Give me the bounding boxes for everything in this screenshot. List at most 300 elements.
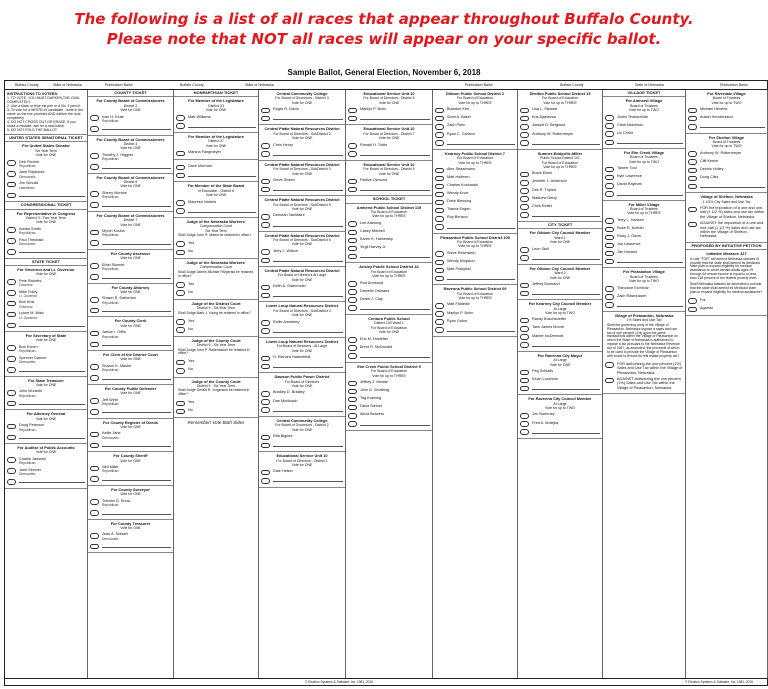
vote-oval[interactable] [176,115,185,121]
vote-oval[interactable] [176,409,185,415]
vote-oval[interactable] [261,435,270,441]
candidate-row[interactable] [520,421,600,427]
vote-oval[interactable] [435,132,444,138]
vote-oval[interactable] [605,235,614,241]
vote-oval[interactable] [520,334,529,340]
write-in-row[interactable] [7,434,85,440]
write-in-line[interactable] [617,258,683,263]
vote-oval[interactable] [7,323,16,329]
vote-oval[interactable] [7,457,16,463]
candidate-row[interactable] [435,107,515,113]
for-option[interactable] [688,206,765,219]
vote-oval[interactable] [7,301,16,307]
write-in-line[interactable] [360,115,430,120]
vote-oval[interactable] [435,276,444,282]
vote-oval[interactable] [435,208,444,214]
candidate-row[interactable] [90,229,171,238]
vote-oval[interactable] [176,401,185,407]
write-in-row[interactable] [176,208,256,214]
vote-oval[interactable] [90,230,99,236]
candidate-row[interactable] [7,389,85,398]
vote-oval[interactable] [261,222,270,228]
write-in-line[interactable] [273,222,343,227]
vote-oval[interactable] [348,179,357,185]
candidate-row[interactable] [261,390,343,396]
for-option[interactable] [688,298,765,304]
vote-oval[interactable] [7,160,16,166]
candidate-row[interactable] [435,302,515,308]
candidate-row[interactable] [520,325,600,331]
write-in-row[interactable] [348,353,430,359]
candidate-row[interactable] [7,227,85,236]
write-in-row[interactable] [348,115,430,121]
write-in-line[interactable] [617,302,683,307]
vote-oval[interactable] [348,187,357,193]
candidate-row[interactable] [435,191,515,197]
vote-oval[interactable] [520,116,529,122]
write-in-row[interactable] [90,307,171,313]
candidate-row[interactable] [261,143,343,149]
vote-oval[interactable] [261,399,270,405]
write-in-line[interactable] [19,248,85,253]
candidate-row[interactable] [7,356,85,365]
candidate-row[interactable] [348,281,430,287]
candidate-row[interactable] [90,191,171,200]
candidate-row[interactable] [7,238,85,247]
candidate-row[interactable] [7,468,85,477]
vote-oval[interactable] [520,370,529,376]
vote-oval[interactable] [435,192,444,198]
vote-oval[interactable] [688,298,697,304]
write-in-row[interactable] [90,341,171,347]
vote-oval[interactable] [176,208,185,214]
vote-oval[interactable] [7,249,16,255]
vote-oval[interactable] [261,151,270,157]
write-in-row[interactable] [688,123,765,129]
candidate-row[interactable] [90,398,171,407]
write-in-row[interactable] [261,292,343,298]
vote-oval[interactable] [348,389,357,395]
vote-oval[interactable] [605,286,614,292]
write-in-row[interactable] [688,183,765,189]
vote-oval[interactable] [90,126,99,132]
vote-oval[interactable] [435,116,444,122]
candidate-row[interactable] [348,297,430,303]
candidate-row[interactable] [605,131,683,137]
vote-oval[interactable] [176,200,185,206]
write-in-row[interactable] [261,186,343,192]
vote-oval[interactable] [176,319,185,325]
vote-oval[interactable] [605,167,614,173]
write-in-row[interactable] [520,342,600,348]
candidate-row[interactable] [688,159,765,165]
candidate-row[interactable] [7,279,85,288]
vote-oval[interactable] [605,115,614,121]
vote-oval[interactable] [688,108,697,114]
vote-oval[interactable] [7,193,16,199]
vote-oval[interactable] [261,407,270,413]
vote-oval[interactable] [176,290,185,296]
vote-oval[interactable] [261,214,270,220]
vote-oval[interactable] [261,391,270,397]
vote-oval[interactable] [605,131,614,137]
write-in-row[interactable] [435,327,515,333]
write-in-row[interactable] [261,257,343,263]
write-in-line[interactable] [102,543,171,548]
candidate-row[interactable] [261,107,343,113]
write-in-row[interactable] [90,240,171,246]
vote-oval[interactable] [435,168,444,174]
vote-oval[interactable] [348,345,357,351]
candidate-row[interactable] [605,242,683,248]
vote-oval[interactable] [348,143,357,149]
write-in-row[interactable] [520,385,600,391]
vote-oval[interactable] [688,307,697,313]
vote-oval[interactable] [348,405,357,411]
candidate-row[interactable] [7,300,85,309]
vote-oval[interactable] [90,331,99,337]
write-in-line[interactable] [102,307,171,312]
write-in-row[interactable] [90,164,171,170]
vote-oval[interactable] [261,478,270,484]
write-in-line[interactable] [19,434,85,439]
candidate-row[interactable] [520,247,600,253]
candidate-row[interactable] [261,178,343,184]
vote-oval[interactable] [520,413,529,419]
vote-oval[interactable] [348,289,357,295]
vote-oval[interactable] [90,164,99,170]
vote-oval[interactable] [7,290,16,296]
vote-oval[interactable] [7,182,16,188]
vote-oval[interactable] [435,260,444,266]
write-in-row[interactable] [261,363,343,369]
yes-option[interactable] [176,241,256,247]
vote-oval[interactable] [520,124,529,130]
vote-oval[interactable] [261,249,270,255]
write-in-row[interactable] [520,290,600,296]
candidate-row[interactable] [688,151,765,157]
write-in-row[interactable] [90,375,171,381]
vote-oval[interactable] [176,282,185,288]
vote-oval[interactable] [7,356,16,362]
vote-oval[interactable] [520,342,529,348]
candidate-row[interactable] [7,181,85,190]
vote-oval[interactable] [90,308,99,314]
candidate-row[interactable] [520,107,600,113]
write-in-row[interactable] [90,274,171,280]
candidate-row[interactable] [605,166,683,172]
candidate-row[interactable] [520,115,600,121]
vote-oval[interactable] [435,224,444,230]
candidate-row[interactable] [90,499,171,508]
vote-oval[interactable] [520,140,529,146]
write-in-line[interactable] [700,123,765,128]
write-in-line[interactable] [19,478,85,483]
candidate-row[interactable] [605,218,683,224]
vote-oval[interactable] [520,291,529,297]
candidate-row[interactable] [348,143,430,149]
candidate-row[interactable] [520,171,600,177]
no-option[interactable] [176,249,256,255]
vote-oval[interactable] [520,255,529,261]
no-option[interactable] [176,367,256,373]
vote-oval[interactable] [520,283,529,289]
write-in-row[interactable] [90,442,171,448]
vote-oval[interactable] [688,222,697,228]
vote-oval[interactable] [176,123,185,129]
vote-oval[interactable] [348,238,357,244]
write-in-line[interactable] [188,172,256,177]
candidate-row[interactable] [520,282,600,288]
candidate-row[interactable] [605,174,683,180]
candidate-row[interactable] [605,250,683,256]
vote-oval[interactable] [520,172,529,178]
vote-oval[interactable] [605,294,614,300]
vote-oval[interactable] [520,212,529,218]
vote-oval[interactable] [605,302,614,308]
candidate-row[interactable] [520,179,600,185]
candidate-row[interactable] [605,115,683,121]
vote-oval[interactable] [435,319,444,325]
candidate-row[interactable] [348,289,430,295]
vote-oval[interactable] [261,320,270,326]
vote-oval[interactable] [176,368,185,374]
write-in-line[interactable] [532,255,600,260]
vote-oval[interactable] [605,251,614,257]
candidate-row[interactable] [90,153,171,162]
vote-oval[interactable] [176,360,185,366]
yes-option[interactable] [176,359,256,365]
candidate-row[interactable] [435,115,515,121]
vote-oval[interactable] [435,140,444,146]
candidate-row[interactable] [261,434,343,440]
write-in-line[interactable] [532,342,600,347]
write-in-line[interactable] [102,510,171,515]
candidate-row[interactable] [348,337,430,343]
candidate-row[interactable] [688,107,765,113]
write-in-line[interactable] [532,385,600,390]
write-in-line[interactable] [532,290,600,295]
candidate-row[interactable] [348,107,430,113]
vote-oval[interactable] [90,398,99,404]
candidate-row[interactable] [90,296,171,305]
vote-oval[interactable] [520,204,529,210]
write-in-row[interactable] [435,224,515,230]
candidate-row[interactable] [90,115,171,124]
write-in-row[interactable] [90,125,171,131]
vote-oval[interactable] [605,191,614,197]
vote-oval[interactable] [605,218,614,224]
candidate-row[interactable] [605,123,683,129]
vote-oval[interactable] [688,151,697,157]
candidate-row[interactable] [261,355,343,361]
vote-oval[interactable] [520,108,529,114]
write-in-row[interactable] [261,222,343,228]
against-option[interactable] [688,306,765,312]
write-in-line[interactable] [102,274,171,279]
candidate-row[interactable] [348,245,430,251]
vote-oval[interactable] [348,305,357,311]
candidate-row[interactable] [520,377,600,383]
candidate-row[interactable] [7,345,85,354]
write-in-line[interactable] [273,407,343,412]
candidate-row[interactable] [261,469,343,475]
vote-oval[interactable] [435,327,444,333]
vote-oval[interactable] [176,241,185,247]
candidate-row[interactable] [7,170,85,179]
vote-oval[interactable] [176,173,185,179]
write-in-row[interactable] [7,192,85,198]
write-in-row[interactable] [90,510,171,516]
vote-oval[interactable] [90,202,99,208]
write-in-row[interactable] [348,151,430,157]
candidate-row[interactable] [176,115,256,121]
candidate-row[interactable] [520,123,600,129]
candidate-row[interactable] [176,200,256,206]
candidate-row[interactable] [348,396,430,402]
for-option[interactable] [605,362,683,375]
candidate-row[interactable] [435,267,515,273]
vote-oval[interactable] [90,476,99,482]
write-in-line[interactable] [102,476,171,481]
write-in-row[interactable] [176,123,256,129]
vote-oval[interactable] [605,259,614,265]
write-in-row[interactable] [7,478,85,484]
vote-oval[interactable] [90,466,99,472]
vote-oval[interactable] [261,258,270,264]
candidate-row[interactable] [90,532,171,541]
vote-oval[interactable] [261,108,270,114]
vote-oval[interactable] [435,108,444,114]
write-in-line[interactable] [273,257,343,262]
candidate-row[interactable] [605,286,683,292]
vote-oval[interactable] [261,293,270,299]
vote-oval[interactable] [261,179,270,185]
candidate-row[interactable] [520,132,600,138]
candidate-row[interactable] [435,123,515,129]
vote-oval[interactable] [605,378,614,384]
write-in-line[interactable] [447,224,515,229]
write-in-line[interactable] [19,192,85,197]
write-in-line[interactable] [102,341,171,346]
write-in-line[interactable] [102,164,171,169]
write-in-row[interactable] [348,253,430,259]
candidate-row[interactable] [688,167,765,173]
write-in-line[interactable] [360,421,430,426]
vote-oval[interactable] [90,544,99,550]
write-in-row[interactable] [261,442,343,448]
candidate-row[interactable] [520,188,600,194]
write-in-line[interactable] [273,115,343,120]
write-in-row[interactable] [90,543,171,549]
write-in-row[interactable] [435,275,515,281]
candidate-row[interactable] [7,160,85,169]
candidate-row[interactable] [605,226,683,232]
vote-oval[interactable] [520,318,529,324]
candidate-row[interactable] [435,215,515,221]
write-in-line[interactable] [360,186,430,191]
candidate-row[interactable] [435,311,515,317]
vote-oval[interactable] [7,238,16,244]
candidate-row[interactable] [90,465,171,474]
vote-oval[interactable] [176,327,185,333]
no-option[interactable] [176,408,256,414]
vote-oval[interactable] [520,196,529,202]
write-in-row[interactable] [7,400,85,406]
vote-oval[interactable] [7,424,16,430]
candidate-row[interactable] [90,431,171,440]
candidate-row[interactable] [261,399,343,405]
candidate-row[interactable] [520,204,600,210]
vote-oval[interactable] [520,188,529,194]
write-in-line[interactable] [273,151,343,156]
write-in-line[interactable] [447,327,515,332]
vote-oval[interactable] [7,367,16,373]
vote-oval[interactable] [348,297,357,303]
candidate-row[interactable] [435,132,515,138]
vote-oval[interactable] [90,432,99,438]
vote-oval[interactable] [261,143,270,149]
vote-oval[interactable] [90,499,99,505]
vote-oval[interactable] [520,386,529,392]
vote-oval[interactable] [688,168,697,174]
vote-oval[interactable] [261,116,270,122]
write-in-row[interactable] [605,302,683,308]
vote-oval[interactable] [520,180,529,186]
write-in-line[interactable] [19,400,85,405]
vote-oval[interactable] [435,200,444,206]
vote-oval[interactable] [435,311,444,317]
vote-oval[interactable] [261,285,270,291]
candidate-row[interactable] [435,259,515,265]
yes-option[interactable] [176,319,256,325]
candidate-row[interactable] [520,412,600,418]
vote-oval[interactable] [688,176,697,182]
vote-oval[interactable] [7,468,16,474]
vote-oval[interactable] [520,378,529,384]
vote-oval[interactable] [688,184,697,190]
vote-oval[interactable] [90,115,99,121]
vote-oval[interactable] [7,171,16,177]
write-in-row[interactable] [435,140,515,146]
write-in-line[interactable] [273,292,343,297]
candidate-row[interactable] [605,234,683,240]
vote-oval[interactable] [348,413,357,419]
vote-oval[interactable] [7,312,16,318]
write-in-line[interactable] [102,125,171,130]
candidate-row[interactable] [348,178,430,184]
vote-oval[interactable] [435,184,444,190]
vote-oval[interactable] [605,362,614,368]
vote-oval[interactable] [90,510,99,516]
write-in-line[interactable] [617,139,683,144]
vote-oval[interactable] [261,187,270,193]
vote-oval[interactable] [348,221,357,227]
write-in-line[interactable] [102,202,171,207]
write-in-row[interactable] [348,421,430,427]
write-in-line[interactable] [700,183,765,188]
candidate-row[interactable] [348,380,430,386]
vote-oval[interactable] [348,108,357,114]
write-in-line[interactable] [188,208,256,213]
vote-oval[interactable] [688,207,697,213]
write-in-line[interactable] [102,442,171,447]
vote-oval[interactable] [605,227,614,233]
vote-oval[interactable] [435,216,444,222]
no-option[interactable] [176,327,256,333]
write-in-row[interactable] [176,172,256,178]
vote-oval[interactable] [605,123,614,129]
